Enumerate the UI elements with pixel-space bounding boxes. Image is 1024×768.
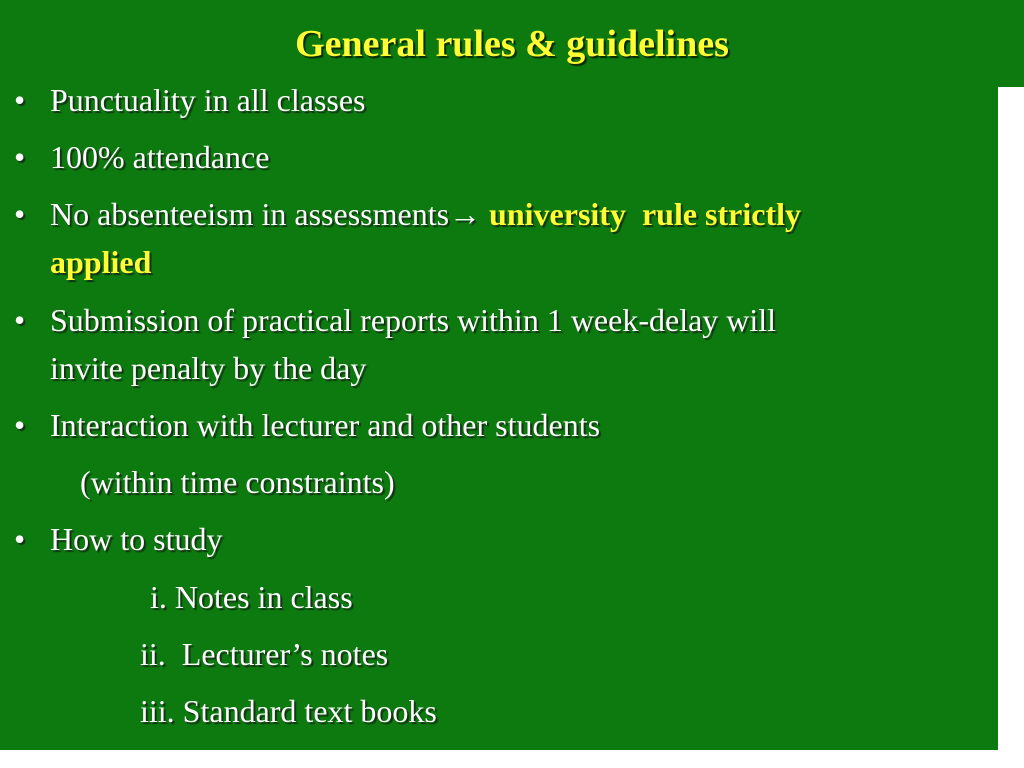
arrow-icon: →: [449, 196, 482, 232]
bullet-submission-line1: Submission of practical reports within 1 week-delay will: [50, 302, 777, 338]
bullet-attendance: 100% attendance: [50, 139, 270, 175]
study-item-lecturer-notes: ii. Lecturer’s notes: [140, 636, 389, 672]
bullet-marker: •: [14, 139, 26, 175]
bullet-marker: •: [14, 407, 26, 443]
bullet-interaction: Interaction with lecturer and other students: [50, 407, 601, 443]
highlight-applied: applied: [50, 244, 152, 280]
bullet-marker: •: [14, 521, 26, 557]
study-item-text-books: iii. Standard text books: [140, 693, 437, 729]
bullet-marker: •: [14, 302, 26, 338]
slide-title: General rules & guidelines: [295, 23, 729, 65]
bullet-submission-line2: invite penalty by the day: [50, 350, 367, 386]
bullet-marker: •: [14, 196, 26, 232]
bullet-how-to-study: How to study: [50, 521, 223, 557]
highlight-university-rule: university rule strictly: [489, 196, 801, 232]
bullet-interaction-sub: (within time constraints): [80, 464, 395, 500]
bullet-absenteeism-text: No absenteeism in assessments: [50, 196, 450, 232]
bullet-punctuality: Punctuality in all classes: [50, 82, 366, 118]
bullet-marker: •: [14, 82, 26, 118]
bullet-absenteeism: [50, 194, 801, 234]
study-item-notes-in-class: i. Notes in class: [150, 579, 353, 615]
